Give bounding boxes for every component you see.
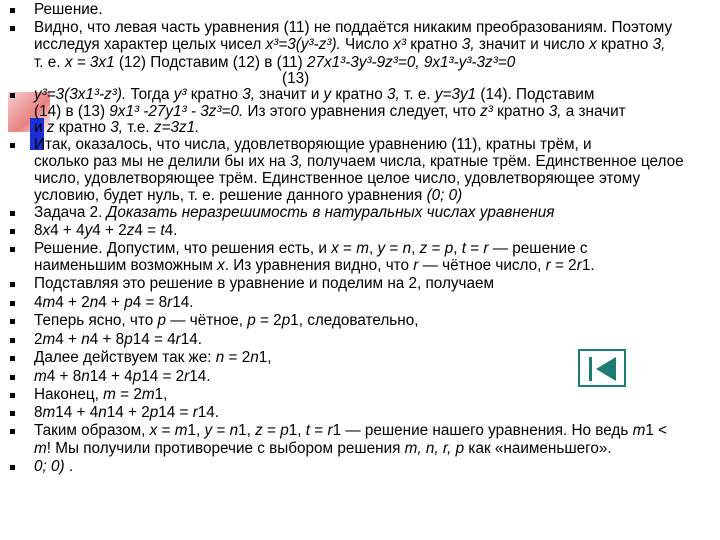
text-segment: x xyxy=(149,422,158,439)
text-segment: 4 + xyxy=(98,294,125,311)
text-segment: 1, xyxy=(187,422,205,439)
text-segment: Видно, что левая часть уравнения (11) не поддаётся никаким преобразованиям. Поэтому xyxy=(34,19,673,36)
text-segment: y xyxy=(323,86,332,103)
text-segment: p xyxy=(247,312,256,329)
text-segment: . Из уравнения видно, что xyxy=(224,257,414,274)
bullet-icon xyxy=(10,356,15,361)
bullet-icon xyxy=(10,229,15,234)
line-text xyxy=(34,120,712,136)
text-segment: r xyxy=(545,257,551,274)
text-segment: (13) xyxy=(282,70,310,87)
text-segment: = 2 xyxy=(224,349,251,366)
text-segment: — решение с xyxy=(488,240,588,257)
text-segment: 3, xyxy=(461,36,475,53)
text-segment: n xyxy=(81,368,90,385)
bullet-icon xyxy=(10,338,15,343)
line-text xyxy=(34,20,712,36)
text-segment: = 2 xyxy=(255,312,282,329)
text-segment: (14) в (13) xyxy=(34,103,110,120)
text-segment: m xyxy=(103,386,116,403)
text-segment: y xyxy=(377,240,386,257)
first-slide-button[interactable] xyxy=(578,349,626,387)
text-segment: 14 = xyxy=(158,404,193,421)
text-segment: наименьшим возможным xyxy=(34,257,218,274)
text-segment: Задача 2. xyxy=(34,204,107,221)
line-text xyxy=(34,223,712,239)
text-segment: m xyxy=(42,294,56,311)
text-segment: m xyxy=(174,422,188,439)
text-segment: p xyxy=(149,404,159,421)
line-text xyxy=(34,313,712,329)
text-segment: 14. xyxy=(189,368,211,385)
text-segment: 3, xyxy=(110,119,124,136)
text-segment: (14). Подставим xyxy=(476,86,595,103)
text-segment: p xyxy=(444,240,454,257)
text-segment: число, удовлетворяющее трём. Единственное целое число, удовлетворяющее этому xyxy=(34,170,641,187)
text-segment: 14. xyxy=(180,331,203,348)
text-segment: r xyxy=(576,257,582,274)
bullet-icon xyxy=(10,301,15,306)
text-segment: исследуя характер целых чисел xyxy=(34,36,266,53)
bullet-icon xyxy=(10,411,15,416)
text-segment: 14 = 2 xyxy=(141,368,185,385)
text-segment: кратно xyxy=(331,86,388,103)
text-segment: (0; 0) xyxy=(426,187,463,204)
text-segment: n xyxy=(98,404,107,421)
line-text xyxy=(282,71,712,87)
text-segment: = xyxy=(385,240,403,257)
text-segment: 4. xyxy=(164,222,178,239)
text-segment: n xyxy=(229,422,239,439)
text-segment: , xyxy=(368,240,378,257)
text-segment: t xyxy=(461,240,466,257)
text-segment: 14. xyxy=(172,294,194,311)
text-segment: r xyxy=(192,404,198,421)
text-segment: 27x1³-3y³-9z³=0, 9x1³-y³-3z³=0 xyxy=(306,54,516,71)
text-segment: m xyxy=(141,386,155,403)
text-segment: r xyxy=(483,240,489,257)
line-text xyxy=(34,37,712,53)
line-text xyxy=(34,332,712,348)
text-segment: кратно xyxy=(186,86,243,103)
text-segment: 1, следовательно, xyxy=(290,312,419,329)
line-text xyxy=(34,2,712,18)
text-segment: p xyxy=(281,312,291,329)
text-segment: Подставляя это решение в уравнение и поделим на 2, получаем xyxy=(34,275,495,292)
line-text xyxy=(34,241,712,257)
text-segment: Число xyxy=(340,36,394,53)
line-text xyxy=(34,387,712,403)
text-segment: m xyxy=(42,404,56,421)
text-segment: Доказать неразрешимость в натуральных числах уравнения xyxy=(106,204,555,221)
text-segment: ! Мы получили противоречие с выбором решения xyxy=(46,440,405,457)
text-segment: как «наименьшего». xyxy=(464,440,612,457)
text-segment: значит и число xyxy=(474,36,590,53)
text-segment: z xyxy=(419,240,428,257)
line-text xyxy=(34,55,712,71)
text-segment: 3, xyxy=(387,86,400,103)
text-segment: = xyxy=(310,422,328,439)
text-segment: r xyxy=(413,257,419,274)
text-segment: 4 = xyxy=(134,222,161,239)
text-segment: 4 + 2 xyxy=(92,222,127,239)
skip-to-start-icon xyxy=(589,357,592,381)
bullet-icon xyxy=(10,319,15,324)
text-segment: y³=3(3x1³-z³). xyxy=(34,86,127,103)
text-segment: m xyxy=(34,368,47,385)
text-segment: 3, xyxy=(652,36,666,53)
text-segment: т.е. xyxy=(123,119,154,136)
text-segment: m xyxy=(632,422,646,439)
text-segment: 9x1³ -27y1³ - 3z³=0. xyxy=(109,103,244,120)
text-segment: 4 + xyxy=(55,331,82,348)
bullet-icon xyxy=(10,465,15,470)
text-segment: 8 xyxy=(34,222,43,239)
text-segment: t xyxy=(305,422,311,439)
text-segment: 4 xyxy=(34,294,43,311)
text-segment: z xyxy=(255,422,263,439)
text-segment: t xyxy=(160,222,165,239)
text-segment: 1. xyxy=(581,257,595,274)
text-segment: 3, xyxy=(242,86,256,103)
line-text xyxy=(34,171,712,187)
line-text xyxy=(34,104,712,120)
text-segment: z=3z1. xyxy=(153,119,200,136)
bullet-icon xyxy=(10,429,15,434)
text-segment: = xyxy=(262,422,281,439)
text-segment: r xyxy=(184,368,190,385)
text-segment: n xyxy=(81,331,90,348)
line-text xyxy=(34,205,712,221)
bullet-icon xyxy=(10,393,15,398)
bullet-icon xyxy=(10,282,15,287)
text-segment: (12) Подставим (12) в (11) xyxy=(114,54,307,71)
bullet-icon xyxy=(10,93,15,98)
line-text xyxy=(34,423,712,439)
text-segment: y=3y1 xyxy=(434,86,477,103)
text-segment: кратно xyxy=(492,103,549,120)
text-segment: m xyxy=(42,331,56,348)
bullet-icon xyxy=(10,211,15,216)
text-segment: n xyxy=(89,294,99,311)
text-segment: x = 3x1 xyxy=(64,54,115,71)
line-text xyxy=(34,154,712,170)
bullet-icon xyxy=(10,8,15,13)
line-text xyxy=(34,188,712,204)
text-segment: Таким образом, xyxy=(34,422,150,439)
text-segment: Теперь ясно, что xyxy=(34,312,158,329)
text-segment: p xyxy=(124,294,133,311)
text-segment: сколько раз мы не делили бы их на xyxy=(34,153,291,170)
text-segment: получаем числа, кратные трём. Единственное целое xyxy=(302,153,684,170)
text-segment: m xyxy=(356,240,369,257)
text-segment: y xyxy=(84,222,93,239)
text-segment: и xyxy=(34,119,47,136)
text-segment: p xyxy=(157,312,166,329)
bullet-icon xyxy=(10,143,15,148)
text-segment: т. е. xyxy=(34,54,65,71)
text-segment: r xyxy=(167,294,173,311)
text-segment: Решение. Допустим, что решения есть, и xyxy=(34,240,332,257)
bullet-icon xyxy=(10,247,15,252)
text-segment: = xyxy=(338,240,357,257)
text-segment: 1 < xyxy=(645,422,668,439)
text-segment: кратно xyxy=(406,36,462,53)
text-segment: m, n, r, p xyxy=(404,440,465,457)
text-segment: 3, xyxy=(290,153,303,170)
text-segment: 14. xyxy=(197,404,220,421)
text-segment: 1, xyxy=(288,422,306,439)
text-segment: r xyxy=(175,331,181,348)
text-segment: 14 + 2 xyxy=(106,404,150,421)
text-segment: x xyxy=(42,222,51,239)
text-segment: 14 = 4 xyxy=(132,331,176,348)
text-segment: 4 + 8 xyxy=(89,331,125,348)
text-segment: кратно xyxy=(54,119,111,136)
text-segment: значит и xyxy=(255,86,324,103)
text-segment: x xyxy=(331,240,339,257)
text-segment: 8 xyxy=(34,404,43,421)
text-segment: — чётное число, xyxy=(418,257,546,274)
text-segment: = 2 xyxy=(115,386,142,403)
text-segment: — чётное, xyxy=(165,312,248,329)
text-segment: n xyxy=(215,349,225,366)
text-segment: Итак, оказалось, что числа, удовлетворяющие уравнению (11), кратны трём, и xyxy=(34,136,592,153)
text-segment: . xyxy=(64,458,74,475)
text-segment: y³ xyxy=(173,86,187,103)
text-segment: условию, будет нуль, т. е. решение данного уравнения xyxy=(34,187,427,204)
text-segment: 0; 0) xyxy=(34,458,65,475)
text-segment: = 2 xyxy=(550,257,577,274)
bullet-icon xyxy=(10,375,15,380)
text-segment: x xyxy=(589,36,597,53)
text-segment: 4 + 8 xyxy=(46,368,82,385)
text-segment: 4 = 8 xyxy=(132,294,168,311)
text-segment: Наконец, xyxy=(34,386,104,403)
text-segment: 14 + 4 xyxy=(89,368,133,385)
line-text xyxy=(34,405,712,421)
text-segment: 2 xyxy=(34,331,43,348)
text-segment: m xyxy=(34,440,47,457)
text-segment: , xyxy=(453,240,462,257)
text-segment: 3, xyxy=(548,103,562,120)
text-segment: = xyxy=(427,240,445,257)
text-segment: 1, xyxy=(238,422,256,439)
text-segment: Тогда xyxy=(126,86,174,103)
text-segment: Далее действуем так же: xyxy=(34,349,216,366)
text-segment: Из этого уравнения следует, что xyxy=(243,103,481,120)
text-segment: 14 + 4 xyxy=(55,404,99,421)
text-segment: p xyxy=(132,368,142,385)
text-segment: = xyxy=(157,422,175,439)
text-segment: n xyxy=(402,240,412,257)
text-segment: z xyxy=(46,119,55,136)
text-segment: а значит xyxy=(561,103,626,120)
text-segment: 4 + 2 xyxy=(55,294,90,311)
text-segment: p xyxy=(280,422,289,439)
line-text xyxy=(34,295,712,311)
line-text xyxy=(34,276,712,292)
line-text xyxy=(34,87,712,103)
text-segment: r xyxy=(327,422,333,439)
text-segment: x³ xyxy=(393,36,407,53)
text-segment: x³=3(y³-z³). xyxy=(265,36,341,53)
text-segment: p xyxy=(124,331,133,348)
line-text xyxy=(34,137,712,153)
line-text xyxy=(34,441,712,457)
skip-to-start-triangle xyxy=(596,357,616,381)
bullet-icon xyxy=(10,26,15,31)
text-segment: 1 — решение нашего уравнения. Но ведь xyxy=(332,422,633,439)
text-segment: 4 + 4 xyxy=(50,222,85,239)
text-segment: , xyxy=(411,240,420,257)
text-segment: 1, xyxy=(258,349,272,366)
text-segment: кратно xyxy=(596,36,653,53)
text-segment: z³ xyxy=(480,103,493,120)
text-segment: т. е. xyxy=(399,86,435,103)
text-segment: n xyxy=(250,349,259,366)
text-segment: = xyxy=(212,422,230,439)
text-segment: x xyxy=(217,257,225,274)
text-segment: z xyxy=(126,222,135,239)
text-segment: = xyxy=(465,240,484,257)
line-text xyxy=(34,258,712,274)
text-segment: y xyxy=(204,422,213,439)
text-segment: 1, xyxy=(154,386,168,403)
line-text xyxy=(34,459,712,475)
text-segment: Решение. xyxy=(34,1,103,18)
